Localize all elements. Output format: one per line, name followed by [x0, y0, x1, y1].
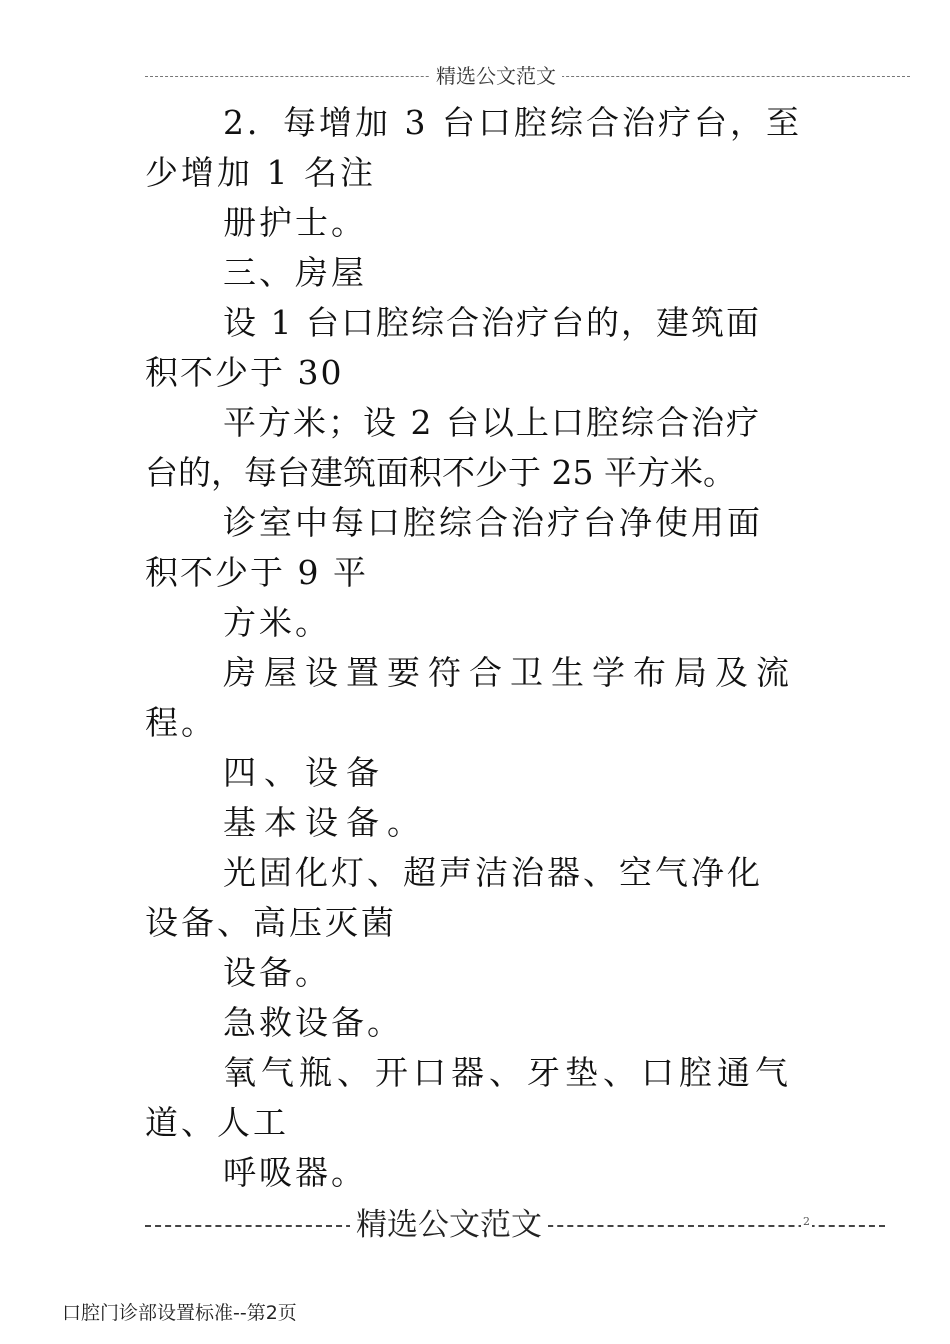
page-header: [145, 62, 910, 90]
text-line: 少增加 1 名注: [145, 153, 376, 192]
text-line: 册护士。: [223, 203, 367, 242]
text-line: 设备。: [223, 953, 331, 992]
text-line: 房屋设置要符合卫生学布局及流: [223, 653, 797, 692]
document-caption: 口腔门诊部设置标准--第2页: [62, 1302, 297, 1324]
text-line: 四、设备: [223, 753, 387, 792]
text-line: 程。: [145, 703, 217, 742]
text-line: 道、人工: [145, 1103, 289, 1142]
text-line: 2．每增加 3 台口腔综合治疗台，至: [223, 103, 802, 142]
text-line: 诊室中每口腔综合治疗台净使用面: [223, 503, 763, 542]
page-footer: [145, 1205, 885, 1249]
text-line: 方米。: [223, 603, 331, 642]
header-title: 精选公文范文: [430, 62, 562, 90]
text-line: 急救设备。: [223, 1003, 403, 1042]
text-line: 平方米；设 2 台以上口腔综合治疗: [223, 403, 761, 442]
text-line: 积不少于 30: [145, 353, 344, 392]
text-line: 基本设备。: [223, 803, 428, 842]
page-number: 2: [803, 1215, 810, 1228]
text-line: 氧气瓶、开口器、牙垫、口腔通气: [223, 1053, 793, 1092]
footer-title: 精选公文范文: [350, 1205, 548, 1245]
text-line: 呼吸器。: [223, 1153, 367, 1192]
text-line: 设备、高压灭菌: [145, 903, 397, 942]
text-line: 台的，每台建筑面积不少于 25 平方米。: [145, 453, 736, 492]
text-line: 积不少于 9 平: [145, 553, 368, 592]
text-line: 光固化灯、超声洁治器、空气净化: [223, 853, 763, 892]
text-line: 三、房屋: [223, 253, 367, 292]
text-line: 设 1 台口腔综合治疗台的，建筑面: [223, 303, 761, 342]
